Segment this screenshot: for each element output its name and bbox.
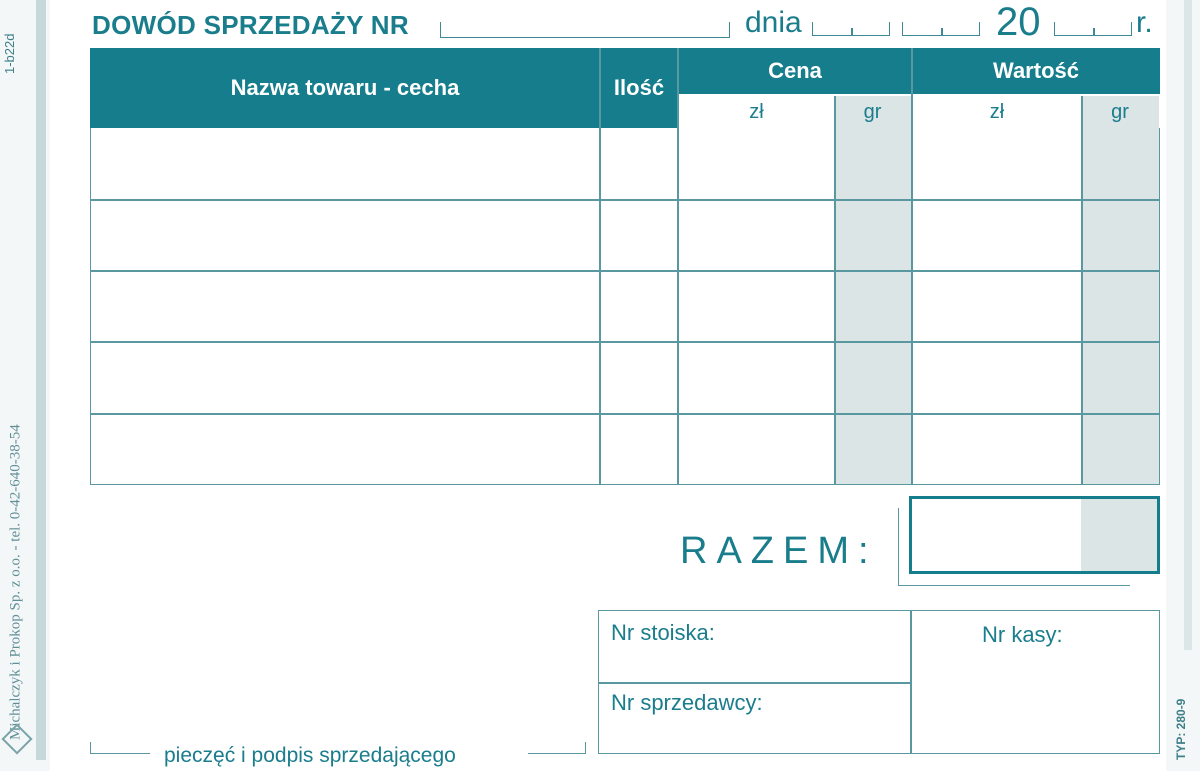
stall-number-label: Nr stoiska: — [611, 620, 715, 645]
column-header-quantity: Ilość — [600, 48, 678, 128]
subheader-price-zl: zł — [679, 96, 834, 128]
register-number-label: Nr kasy: — [982, 622, 1063, 647]
column-divider — [834, 96, 836, 485]
column-divider — [677, 48, 679, 485]
subheader-value-zl: zł — [913, 96, 1081, 128]
document-title: DOWÓD SPRZEDAŻY NR — [92, 10, 409, 40]
right-margin-bar — [1184, 0, 1192, 650]
year-suffix: r. — [1136, 6, 1153, 39]
document-number-field[interactable] — [440, 22, 730, 38]
total-amount-field[interactable] — [909, 496, 1160, 574]
signature-line-right — [528, 742, 586, 754]
left-margin-bar — [36, 0, 46, 760]
right-margin-strip — [1166, 0, 1200, 771]
subheader-value-gr: gr — [1081, 96, 1159, 128]
column-divider — [1081, 96, 1083, 485]
year-prefix: 20 — [996, 0, 1041, 44]
items-table — [90, 128, 1160, 485]
date-month-field[interactable] — [902, 22, 980, 36]
subheader-price-gr: gr — [834, 96, 911, 128]
date-day-field[interactable] — [812, 22, 890, 36]
column-header-name: Nazwa towaru - cecha — [90, 48, 600, 128]
signature-label: pieczęć i podpis sprzedającego — [164, 744, 456, 767]
publisher-imprint: Michalczyk i Prokop Sp. z o.o. - tel. 0-42-640-38-54 — [7, 424, 24, 740]
total-gr-shading — [1081, 499, 1157, 571]
date-label: dnia — [745, 6, 802, 39]
column-divider — [599, 48, 601, 485]
form-code: 1-b22d — [2, 33, 17, 74]
info-divider-horizontal — [598, 682, 911, 684]
total-label: RAZEM: — [680, 530, 878, 572]
form-type-code: TYP: 280-9 — [1174, 698, 1188, 760]
column-header-price: Cena — [678, 48, 912, 94]
table-row[interactable] — [90, 199, 1160, 201]
seller-number-label: Nr sprzedawcy: — [611, 690, 763, 715]
column-divider — [911, 48, 913, 485]
table-row[interactable] — [90, 341, 1160, 343]
date-year-field[interactable] — [1054, 22, 1132, 36]
table-row[interactable] — [90, 413, 1160, 415]
column-header-value: Wartość — [912, 48, 1160, 94]
signature-line-left — [90, 742, 150, 754]
table-row[interactable] — [90, 270, 1160, 272]
